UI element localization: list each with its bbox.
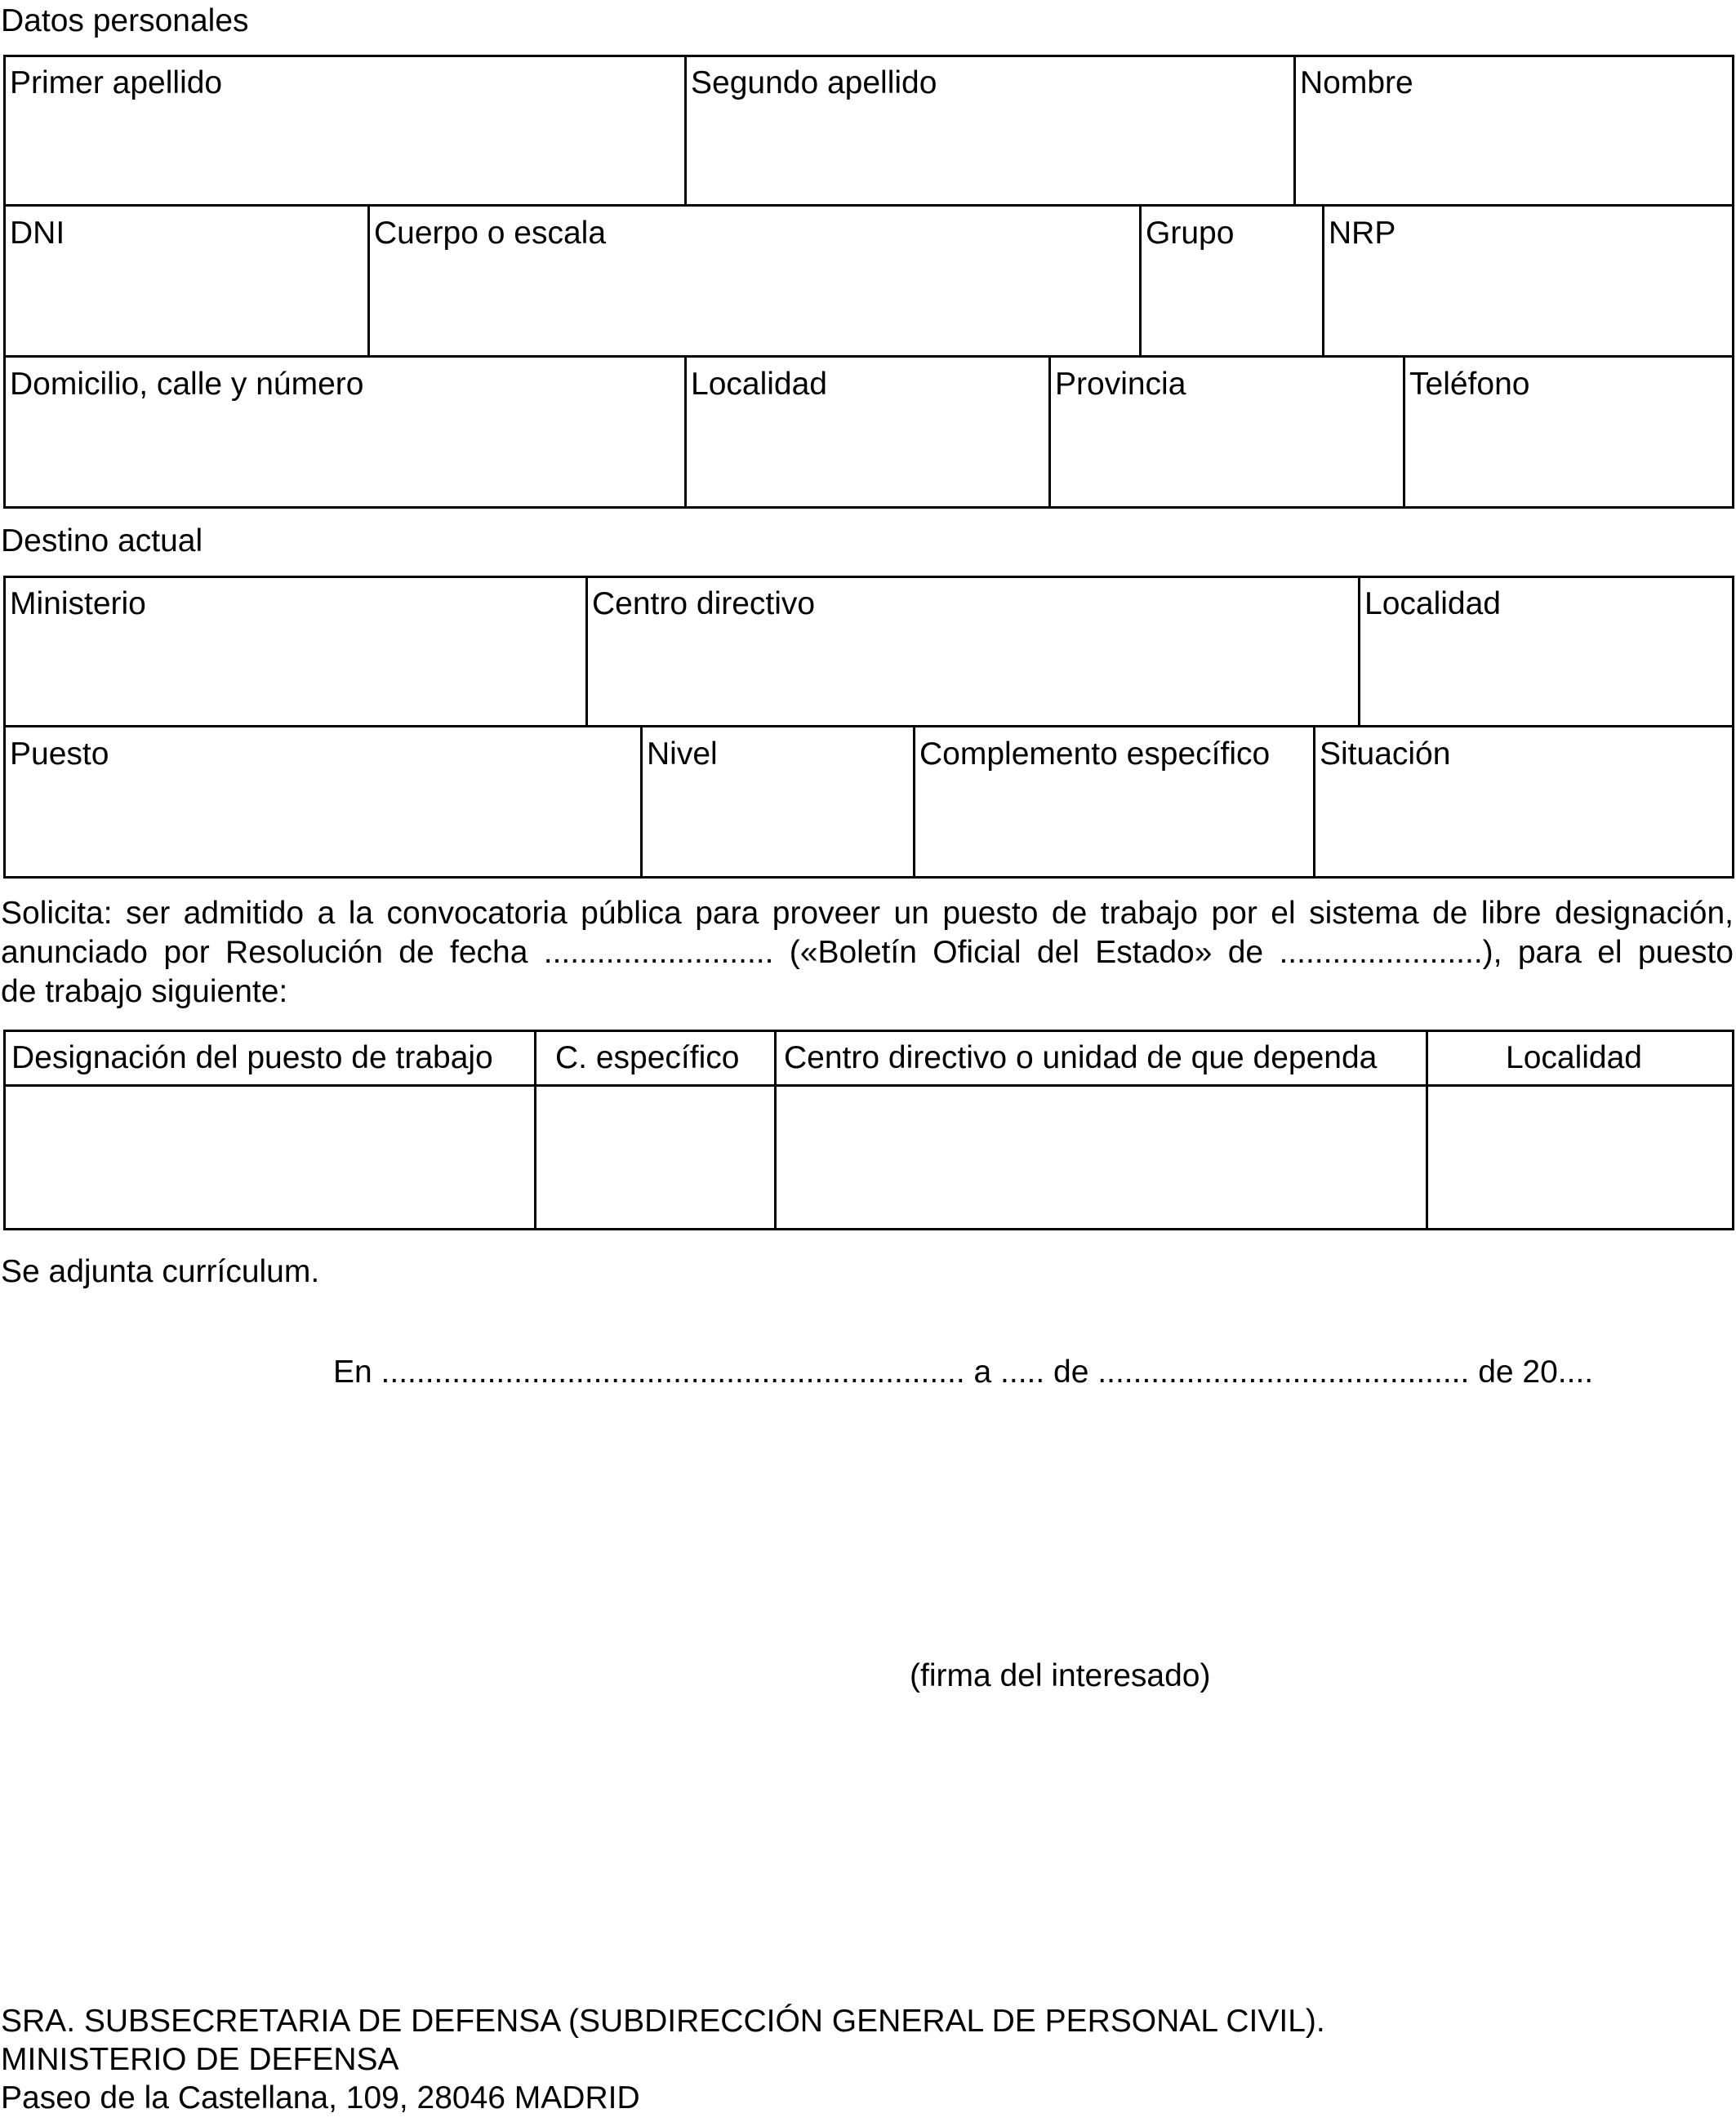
field-primer-apellido[interactable]: Primer apellido bbox=[10, 65, 223, 100]
col-divider bbox=[1293, 55, 1296, 206]
row-divider bbox=[3, 355, 1734, 358]
field-nombre[interactable]: Nombre bbox=[1300, 65, 1413, 100]
personal-data-table bbox=[3, 55, 1734, 509]
input-c-especifico[interactable] bbox=[536, 1087, 774, 1228]
field-localidad-destino[interactable]: Localidad bbox=[1364, 586, 1501, 621]
recipient-address: Paseo de la Castellana, 109, 28046 MADRID bbox=[1, 2080, 640, 2115]
col-divider bbox=[1403, 355, 1405, 509]
field-domicilio[interactable]: Domicilio, calle y número bbox=[10, 367, 364, 402]
col-divider bbox=[640, 725, 643, 879]
recipient-line: SRA. SUBSECRETARIA DE DEFENSA (SUBDIRECCIÓN GENERAL DE PERSONAL CIVIL). bbox=[1, 2004, 1325, 2039]
request-paragraph bbox=[1, 894, 1734, 1012]
field-provincia[interactable]: Provincia bbox=[1055, 367, 1186, 402]
field-situacion[interactable]: Situación bbox=[1320, 736, 1451, 772]
col-divider bbox=[684, 55, 687, 206]
col-divider bbox=[1322, 204, 1324, 357]
field-complemento-especifico[interactable]: Complemento específico bbox=[919, 736, 1271, 772]
column-header: Centro directivo o unidad de que dependa bbox=[784, 1040, 1378, 1075]
request-line: Solicita: ser admitido a la convocatoria pública para proveer un puesto de trabajo por el sistema de libre designación, bbox=[1, 896, 1734, 931]
section-title-datos-personales: Datos personales bbox=[1, 3, 249, 38]
section-title-destino-actual: Destino actual bbox=[1, 523, 203, 558]
field-localidad[interactable]: Localidad bbox=[691, 367, 827, 402]
field-nivel[interactable]: Nivel bbox=[647, 736, 718, 772]
column-header: C. específico bbox=[555, 1040, 740, 1075]
field-segundo-apellido[interactable]: Segundo apellido bbox=[691, 65, 937, 100]
col-divider bbox=[684, 355, 687, 509]
place-date-line[interactable]: En .................................................................. a ..... de .......................................... de 20.... bbox=[333, 1355, 1594, 1390]
column-header: Localidad bbox=[1506, 1040, 1642, 1075]
field-nrp[interactable]: NRP bbox=[1329, 216, 1396, 251]
field-puesto[interactable]: Puesto bbox=[10, 736, 109, 772]
col-divider bbox=[913, 725, 915, 879]
request-line: de trabajo siguiente: bbox=[1, 974, 288, 1009]
recipient-line: MINISTERIO DE DEFENSA bbox=[1, 2042, 399, 2077]
field-ministerio[interactable]: Ministerio bbox=[10, 586, 146, 621]
input-centro-directivo[interactable] bbox=[777, 1087, 1426, 1228]
field-centro-directivo[interactable]: Centro directivo bbox=[592, 586, 816, 621]
col-divider bbox=[367, 204, 370, 357]
field-grupo[interactable]: Grupo bbox=[1146, 216, 1235, 251]
row-divider bbox=[3, 204, 1734, 207]
col-divider bbox=[1313, 725, 1315, 879]
signature-caption: (firma del interesado) bbox=[910, 1658, 1211, 1693]
curriculum-note: Se adjunta currículum. bbox=[1, 1254, 320, 1289]
row-divider bbox=[3, 725, 1734, 727]
field-dni[interactable]: DNI bbox=[10, 216, 65, 251]
col-divider bbox=[1358, 576, 1360, 727]
field-cuerpo-escala[interactable]: Cuerpo o escala bbox=[374, 216, 607, 251]
col-divider bbox=[1048, 355, 1051, 509]
field-telefono[interactable]: Teléfono bbox=[1409, 367, 1530, 402]
column-header: Designación del puesto de trabajo bbox=[11, 1040, 493, 1075]
col-divider bbox=[1139, 204, 1142, 357]
input-designacion[interactable] bbox=[6, 1087, 534, 1228]
input-localidad[interactable] bbox=[1428, 1087, 1732, 1228]
request-line: anunciado por Resolución de fecha .......................... («Boletín Oficial del Estado» de .......................), para el puesto bbox=[1, 935, 1734, 970]
col-divider bbox=[585, 576, 588, 727]
